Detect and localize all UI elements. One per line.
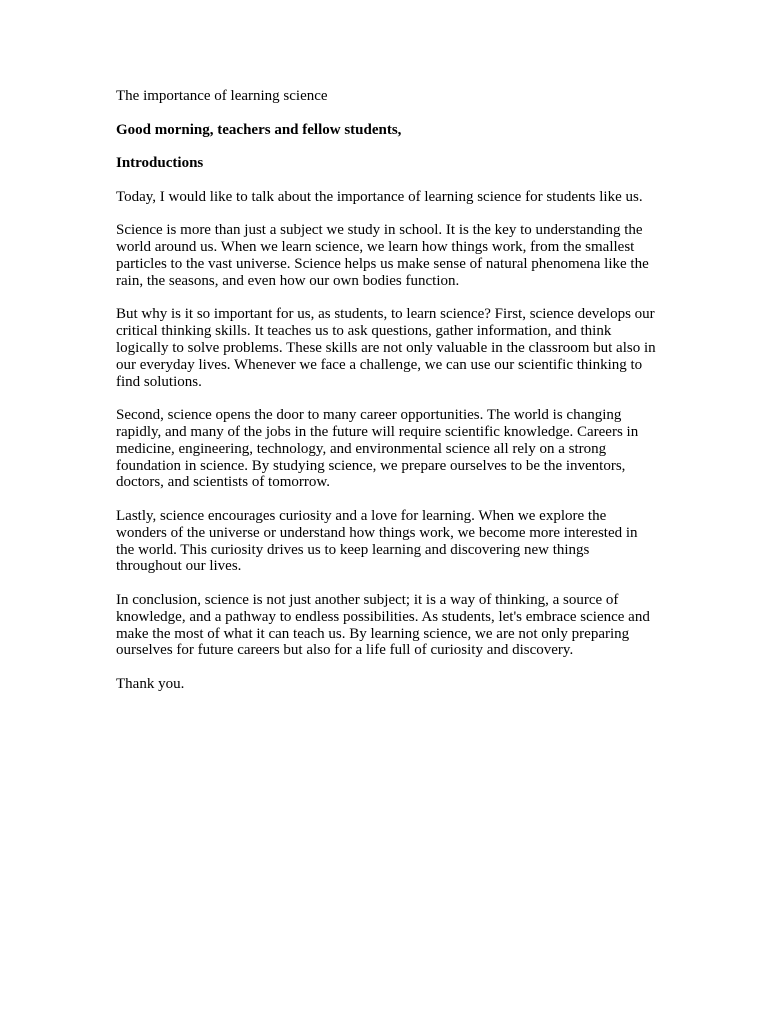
- paragraph-science-definition: Science is more than just a subject we study in school. It is the key to understanding the world around us. When we learn science, we learn how things work, from the smallest particles to the vast universe. Science helps us make sense of natural phenomena like the rain, the seasons, and even how our own bodies function.: [116, 222, 649, 289]
- paragraph-critical-thinking: But why is it so important for us, as students, to learn science? First, science develops our critical thinking skills. It teaches us to ask questions, gather information, and think logically to solve problems. These skills are not only valuable in the classroom but also in our everyday lives. Whenever we face a challenge, we can use our scientific thinking to find solutions.: [116, 306, 656, 390]
- paragraph-intro: Today, I would like to talk about the importance of learning science for students like us.: [116, 188, 643, 205]
- paragraph-conclusion: In conclusion, science is not just another subject; it is a way of thinking, a source of knowledge, and a pathway to endless possibilities. As students, let's embrace science and make the most of what it can teach us. By learning science, we are not only preparing ourselves for future careers but also for a life full of curiosity and discovery.: [116, 591, 650, 659]
- document-title: The importance of learning science: [116, 88, 328, 104]
- paragraph-career-opportunities: Second, science opens the door to many career opportunities. The world is changing rapidly, and many of the jobs in the future will require scientific knowledge. Careers in medicine, engineering, technology, and environmental science all rely on a strong foundation in science. By studying science, we prepare ourselves to be the inventors, doctors, and scientists of tomorrow.: [116, 407, 639, 491]
- section-heading: Introductions: [116, 155, 204, 172]
- document-body: [116, 88, 656, 709]
- greeting: Good morning, teachers and fellow students,: [116, 121, 402, 138]
- paragraph-curiosity: Lastly, science encourages curiosity and a love for learning. When we explore the wonders of the universe or understand how things work, we become more interested in the world. This curiosity drives us to keep learning and discovering new things throughout our lives.: [116, 507, 638, 575]
- closing-line: Thank you.: [116, 675, 185, 692]
